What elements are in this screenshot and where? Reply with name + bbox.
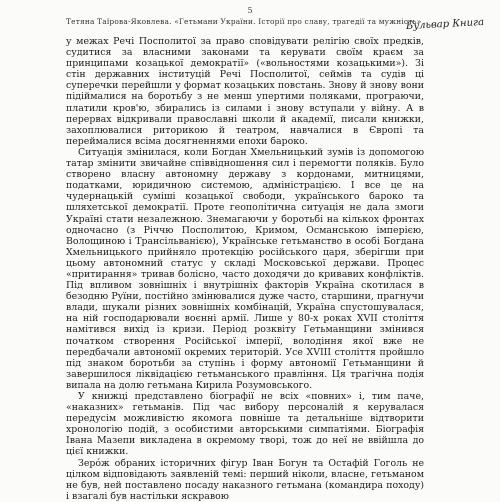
paragraph: У книжці представлено біографії не всіх «повних» і, тим паче, «наказних» гетьманів. Під час вибору персоналій я керувалася передусім можливістю якомога повніше та детальніше відтворити хронологію подій, з особистими авторськими симпатіями. Біографія Івана Мазепи викладена в окремому творі, тож до неї не ввійшла до цієї книжки.	[66, 391, 424, 458]
library-stamp: Бульвар Книга	[405, 16, 485, 33]
paragraph: Ситуація змінилася, коли Богдан Хмельницький зумів із допомогою татар змінити звичайне співвідношення сил і перемогти поляків. Було створено власну автономну державу з кордонами, митницями, податками, юридичною системою, адміністрацією. І все це на чудернацькій суміші козацької свободи, українського бароко та шляхетської демократії. Проте геополітична ситуація не дала змоги Україні стати незалежною. Знемагаючи у боротьбі на кількох фронтах одночасно (з Річчю Посполитою, Кримом, Османською імперією, Волощиною і Трансільванією), Українське гетьманство в особі Богдана Хмельницького прийняло протекцію російського царя, зберігши при цьому автономний статус у складі Московської держави. Процес «притирання» тривав болісно, часто доходячи до кривавих конфліктів. Під впливом зовнішніх і внутрішніх факторів Україна скотилася в безодню Руїни, постійно змінювалися дуже часто, старшини, прагнучи влади, шукали різних зовнішніх комбінацій, Україна спустошувалася, на ній господарювали воєнні армії. Лише у 80-х роках XVII століття намітився вихід із кризи. Період розквіту Гетьманщини змінився початком створення Російської імперії, володіння якої вже не передбачали автономії окремих територій. Усе XVIII століття пройшло під знаком боротьби за ступінь і форму автономії Гетьманщини й завершилося ліквідацією гетьманського правління. Ця трагічна подія випала на долю гетьмана Кирила Розумовського.	[66, 146, 424, 391]
paragraph: Зеро́ж обраних історичних фігур Іван Богун та Остафій Гоголь не цілком відповідають заявленій темі: перший ніколи, власне, гетьманом не був, ней поставлено посаду наказного гетьмана (командира походу) і взагалі був настільки яскравою	[66, 457, 424, 502]
page-number: 5	[247, 6, 253, 15]
body-text	[66, 36, 424, 502]
running-header: Тетяна Таїрова-Яковлева. «Гетьмани України. Історії про славу, трагедії та мужність»	[66, 17, 422, 26]
paragraph: у межах Речі Посполитої за право сповідувати релігію своїх предків, судитися за власними законами та керувати своїм краєм за принципами козацької демократії» («вольностями козацькими»). Зі стін державних інституцій Речі Посполитої, сеймів та судів ці суперечки перейшли у формат козацьких повстань. Знову й знову вони підіймалися на боротьбу з не менш упертими поляками, програючи, платили кров'ю, збирались із силами і знову вступали у війну. А в перервах відкривали православні школи й академії, писали книжки, захоплювалися риторикою й театром, навчалися в Європі та переймалися всіма досягненнями епохи бароко.	[66, 36, 424, 147]
